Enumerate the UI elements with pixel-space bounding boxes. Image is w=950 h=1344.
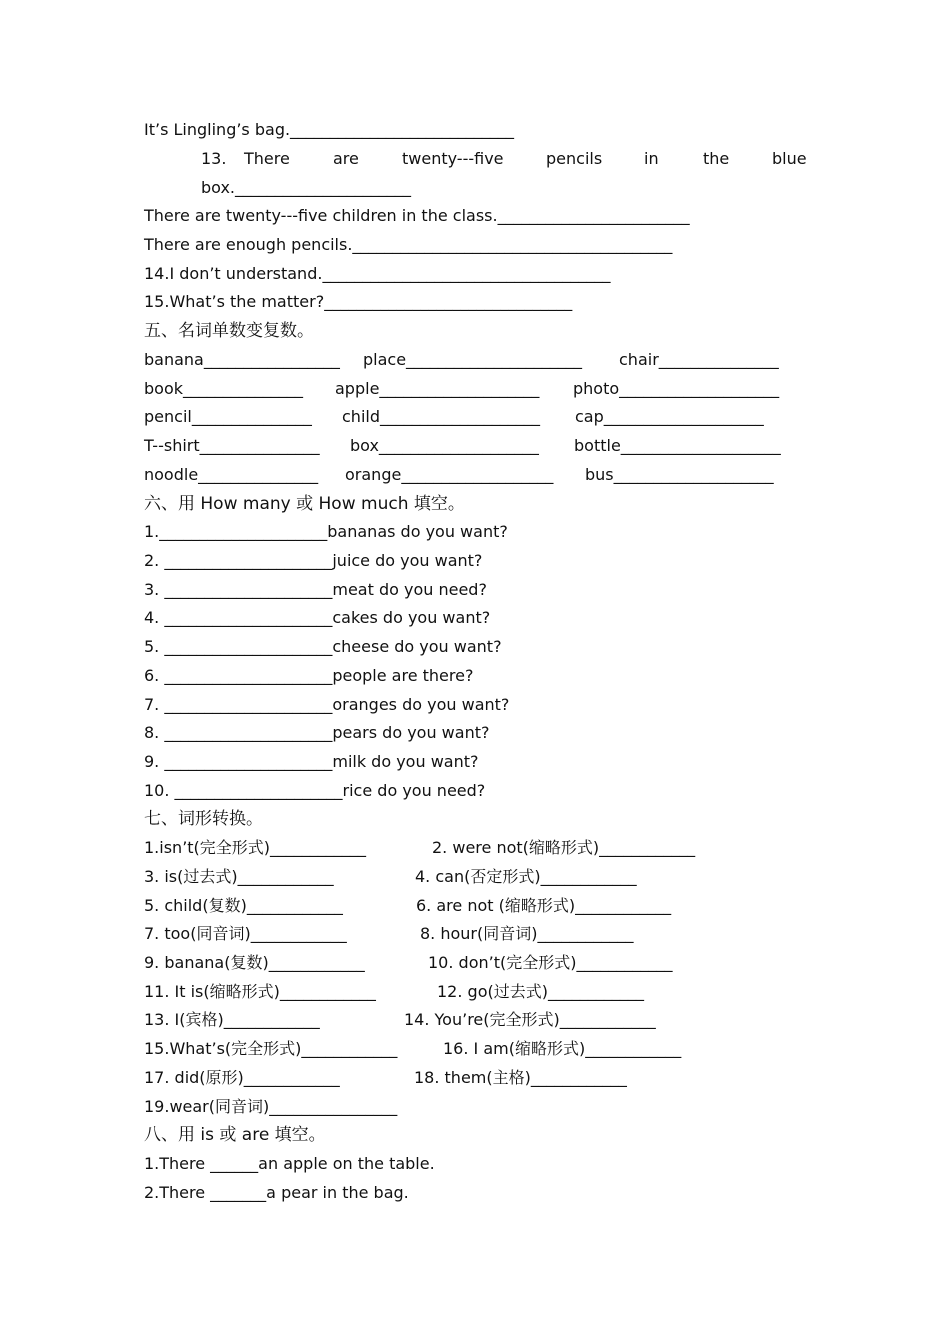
- fill-item: 7. _____________________oranges do you want?: [144, 695, 510, 714]
- item-13-line: [0, 146, 950, 172]
- word-form-item: 6. are not (缩略形式)____________: [416, 896, 672, 915]
- plural-cell: cap____________________: [575, 407, 764, 426]
- item-13-continuation: box.______________________: [201, 178, 412, 197]
- item-13-word: the: [703, 149, 730, 168]
- word-form-item: 11. It is(缩略形式)____________: [144, 982, 376, 1001]
- plural-row: [144, 433, 844, 459]
- word-form-item: 3. is(过去式)____________: [144, 867, 334, 886]
- word-form-row: [144, 1065, 764, 1091]
- plural-cell: pencil_______________: [144, 407, 312, 426]
- fill-item: 8. _____________________pears do you want?: [144, 723, 490, 742]
- sentence-line: 14.I don’t understand.____________________________________: [144, 264, 611, 283]
- plural-cell: orange___________________: [345, 465, 554, 484]
- section-5-heading: 五、名词单数变复数。: [144, 321, 314, 341]
- word-form-item: 12. go(过去式)____________: [437, 982, 644, 1001]
- word-form-item: 2. were not(缩略形式)____________: [432, 838, 696, 857]
- word-form-item: 8. hour(同音词)____________: [420, 924, 634, 943]
- fill-item: 6. _____________________people are there?: [144, 666, 474, 685]
- plural-cell: noodle_______________: [144, 465, 319, 484]
- word-form-item: 1.isn’t(完全形式)____________: [144, 838, 367, 857]
- plural-cell: bottle____________________: [574, 436, 781, 455]
- word-form-row: [144, 950, 764, 976]
- fill-item: 2.There _______a pear in the bag.: [144, 1183, 409, 1202]
- fill-item: 1.There ______an apple on the table.: [144, 1154, 435, 1173]
- item-13-word: blue: [772, 149, 807, 168]
- item-13-word: 13.: [201, 149, 227, 168]
- item-13-word: twenty-‐-five: [402, 149, 504, 168]
- word-form-item: 7. too(同音词)____________: [144, 924, 347, 943]
- fill-item: 10. _____________________rice do you need?: [144, 781, 486, 800]
- word-form-item: 4. can(否定形式)____________: [415, 867, 637, 886]
- section-8-heading: 八、用 is 或 are 填空。: [144, 1125, 326, 1145]
- plural-row: [144, 404, 844, 430]
- plural-cell: apple____________________: [335, 379, 540, 398]
- plural-cell: place______________________: [363, 350, 583, 369]
- word-form-item: 17. did(原形)____________: [144, 1068, 340, 1087]
- word-form-row: [144, 893, 764, 919]
- fill-item: 4. _____________________cakes do you want?: [144, 608, 491, 627]
- word-form-item: 15.What’s(完全形式)____________: [144, 1039, 398, 1058]
- item-13-word: are: [333, 149, 359, 168]
- fill-item: 5. _____________________cheese do you want?: [144, 637, 502, 656]
- item-13-word: pencils: [546, 149, 603, 168]
- plural-row: [144, 462, 844, 488]
- word-form-row: [144, 921, 764, 947]
- sentence-line: It’s Lingling’s bag.____________________________: [144, 120, 515, 139]
- word-form-row: [144, 864, 764, 890]
- section-6-heading: 六、用 How many 或 How much 填空。: [144, 494, 465, 514]
- plural-cell: photo____________________: [573, 379, 780, 398]
- fill-item: 3. _____________________meat do you need?: [144, 580, 487, 599]
- word-form-row: [144, 1007, 764, 1033]
- word-form-item: 10. don’t(完全形式)____________: [428, 953, 673, 972]
- word-form-row: [144, 1036, 764, 1062]
- word-form-row: [144, 979, 764, 1005]
- fill-item: 1._____________________bananas do you want?: [144, 522, 508, 541]
- plural-cell: bus____________________: [585, 465, 774, 484]
- word-form-item: 5. child(复数)____________: [144, 896, 343, 915]
- item-13-word: in: [644, 149, 659, 168]
- plural-cell: box____________________: [350, 436, 539, 455]
- sentence-line: 15.What’s the matter?_______________________________: [144, 292, 573, 311]
- word-form-item: 13. I(宾格)____________: [144, 1010, 320, 1029]
- plural-row: [144, 376, 844, 402]
- plural-row: [144, 347, 844, 373]
- word-form-item: 16. I am(缩略形式)____________: [443, 1039, 682, 1058]
- word-form-item: 9. banana(复数)____________: [144, 953, 365, 972]
- plural-cell: book_______________: [144, 379, 303, 398]
- sentence-line: There are enough pencils.________________________________________: [144, 235, 673, 254]
- word-form-item: 18. them(主格)____________: [414, 1068, 627, 1087]
- sentence-line: There are twenty-‐-five children in the class.________________________: [144, 206, 690, 225]
- plural-cell: chair_______________: [619, 350, 779, 369]
- word-form-item: 19.wear(同音词)________________: [144, 1097, 398, 1116]
- fill-item: 9. _____________________milk do you want?: [144, 752, 479, 771]
- plural-cell: T-‐shirt_______________: [144, 436, 320, 455]
- plural-cell: child____________________: [342, 407, 540, 426]
- fill-item: 2. _____________________juice do you want?: [144, 551, 483, 570]
- item-13-word: There: [244, 149, 290, 168]
- word-form-item: 14. You’re(完全形式)____________: [404, 1010, 656, 1029]
- section-7-heading: 七、词形转换。: [144, 809, 263, 829]
- plural-cell: banana_________________: [144, 350, 340, 369]
- word-form-row: [144, 835, 764, 861]
